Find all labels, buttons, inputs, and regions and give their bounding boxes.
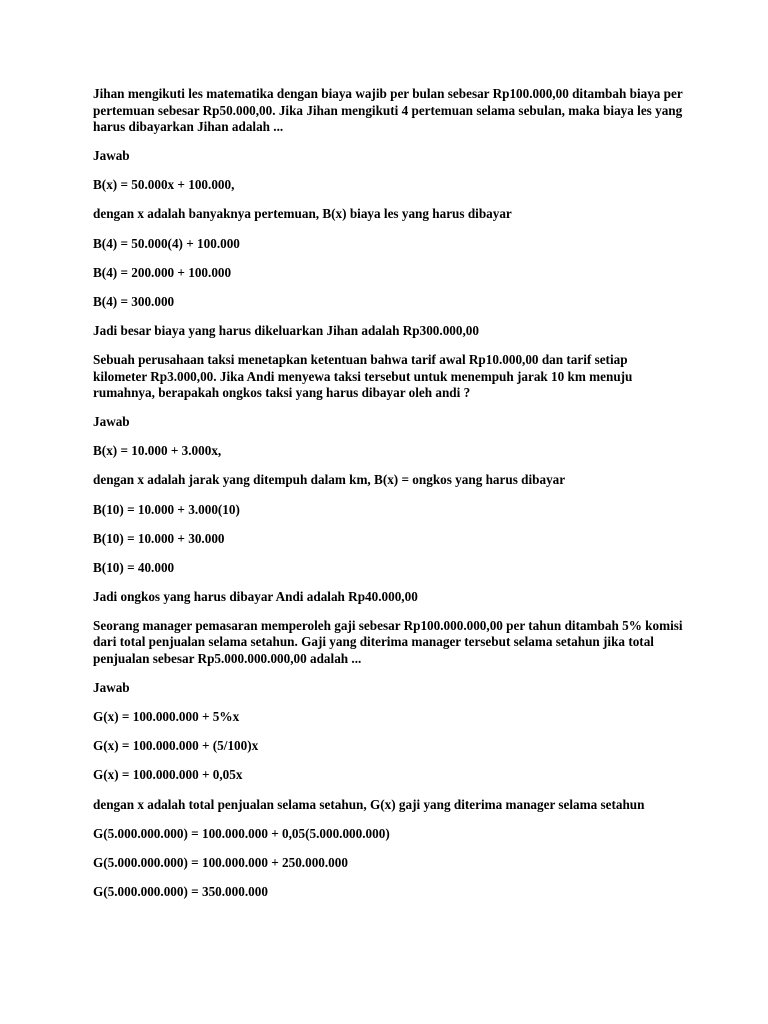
problem-2-formula: B(x) = 10.000 + 3.000x, — [93, 443, 222, 459]
problem-2-answer-label: Jawab — [93, 414, 130, 430]
problem-1-question: Jihan mengikuti les matematika dengan biaya wajib per bulan sebesar Rp100.000,00 ditambah biaya per pertemuan sebesar Rp50.000,00. Jika Jihan mengikuti 4 pertemuan selama sebulan, maka biaya les yang harus dibayarkan Jihan adalah ... — [93, 86, 683, 135]
problem-1-step-3: B(4) = 300.000 — [93, 293, 175, 309]
problem-1-formula: B(x) = 50.000x + 100.000, — [93, 177, 235, 193]
problem-3-formula-2: G(x) = 100.000.000 + (5/100)x — [93, 738, 259, 754]
problem-3-step-3: G(5.000.000.000) = 350.000.000 — [93, 883, 268, 899]
problem-2-step-1: B(10) = 10.000 + 3.000(10) — [93, 501, 240, 517]
problem-3-question: Seorang manager pemasaran memperoleh gaji sebesar Rp100.000.000,00 per tahun ditambah 5% komisi dari total penjualan selama setahun. Gaji yang diterima manager tersebut selama setahun jika total penjualan sebesar Rp5.000.000.000,00 adalah ... — [93, 617, 683, 667]
problem-1-answer-label: Jawab — [93, 148, 130, 164]
problem-3-formula-3: G(x) = 100.000.000 + 0,05x — [93, 767, 243, 783]
document-page — [93, 86, 683, 913]
problem-1-step-1: B(4) = 50.000(4) + 100.000 — [93, 235, 240, 251]
problem-2-definition: dengan x adalah jarak yang ditempuh dalam km, B(x) = ongkos yang harus dibayar — [93, 472, 566, 488]
problem-1-step-2: B(4) = 200.000 + 100.000 — [93, 264, 232, 280]
problem-3-step-1: G(5.000.000.000) = 100.000.000 + 0,05(5.000.000.000) — [93, 825, 390, 841]
problem-2-conclusion: Jadi ongkos yang harus dibayar Andi adalah Rp40.000,00 — [93, 588, 418, 604]
problem-3-definition: dengan x adalah total penjualan selama setahun, G(x) gaji yang diterima manager selama setahun — [93, 796, 645, 812]
problem-3-formula-1: G(x) = 100.000.000 + 5%x — [93, 709, 240, 725]
problem-2-step-3: B(10) = 40.000 — [93, 559, 175, 575]
problem-2-question: Sebuah perusahaan taksi menetapkan ketentuan bahwa tarif awal Rp10.000,00 dan tarif setiap kilometer Rp3.000,00. Jika Andi menyewa taksi tersebut untuk menempuh jarak 10 km menuju rumahnya, berapakah ongkos taksi yang harus dibayar oleh andi ? — [93, 351, 633, 401]
problem-1-definition: dengan x adalah banyaknya pertemuan, B(x) biaya les yang harus dibayar — [93, 206, 512, 222]
problem-3-step-2: G(5.000.000.000) = 100.000.000 + 250.000.000 — [93, 854, 348, 870]
problem-2-step-2: B(10) = 10.000 + 30.000 — [93, 530, 225, 546]
problem-3-answer-label: Jawab — [93, 680, 130, 696]
problem-1-conclusion: Jadi besar biaya yang harus dikeluarkan Jihan adalah Rp300.000,00 — [93, 322, 479, 338]
